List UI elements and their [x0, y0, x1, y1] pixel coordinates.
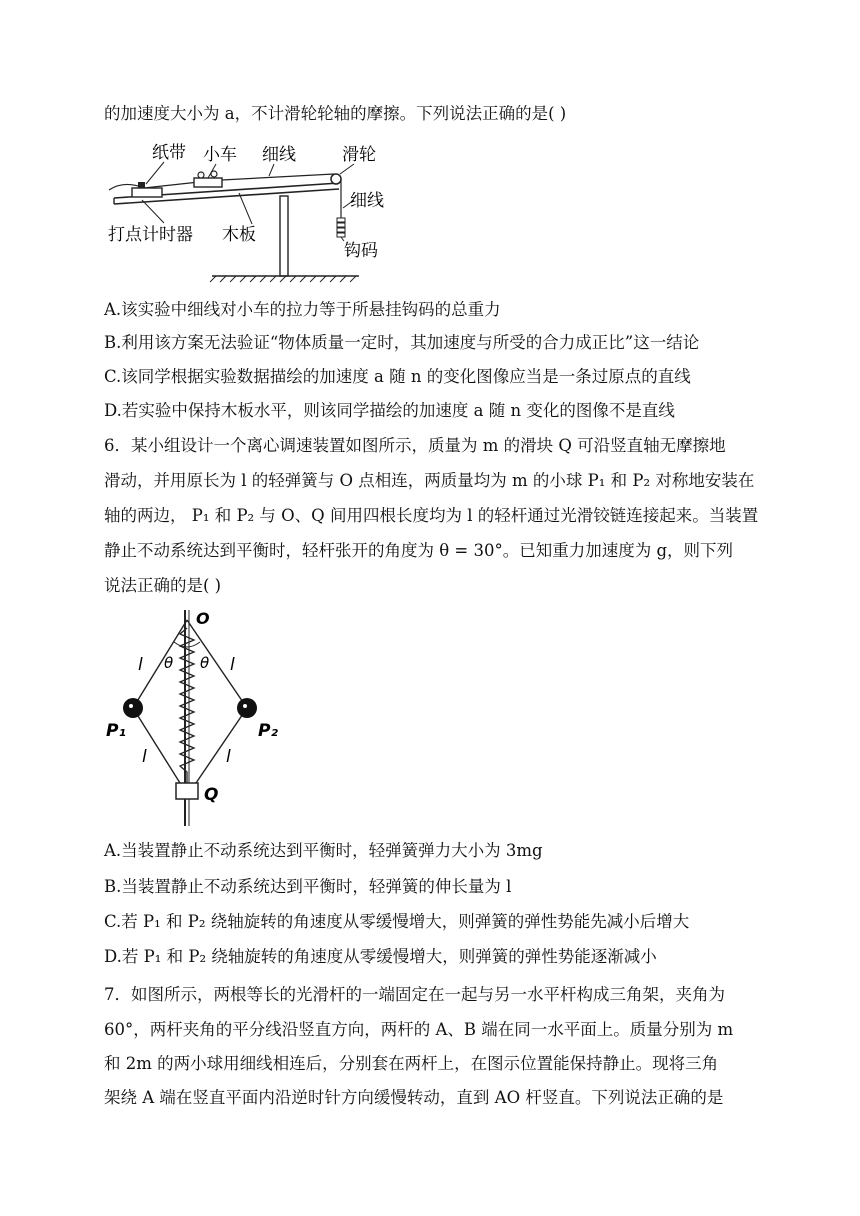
spring	[180, 628, 194, 783]
q5-option-b: B.利用该方案无法验证“物体质量一定时，其加速度与所受的合力成正比”这一结论	[104, 333, 700, 352]
apparatus-figure	[104, 138, 404, 283]
label-l-lower-right: l	[226, 747, 231, 767]
pulley	[331, 174, 341, 184]
stand	[280, 196, 288, 276]
q5-option-a: A.该实验中细线对小车的拉力等于所悬挂钩码的总重力	[104, 300, 501, 319]
label-o: O	[196, 609, 210, 628]
slider-q	[176, 783, 198, 799]
label-theta-right: θ	[200, 654, 210, 672]
q6-line-1: 6．某小组设计一个离心调速装置如图所示，质量为 m 的滑块 Q 可沿竖直轴无摩擦地	[104, 436, 726, 455]
label-l-upper-left: l	[138, 655, 143, 675]
label-paper-tape: 纸带	[152, 143, 186, 163]
label-theta-left: θ	[164, 654, 174, 672]
q5-option-d: D.若实验中保持木板水平，则该同学描绘的加速度 a 随 n 变化的图像不是直线	[104, 401, 675, 420]
q7-line-2: 60°，两杆夹角的平分线沿竖直方向，两杆的 A、B 端在同一水平面上。质量分别为 m	[104, 1020, 734, 1039]
label-thread-side: 细线	[350, 191, 384, 211]
label-q: Q	[204, 785, 219, 805]
q6-line-3: 轴的两边， P₁ 和 P₂ 与 O、Q 间用四根长度均为 l 的轻杆通过光滑铰链连接起来。当装置	[104, 506, 759, 525]
label-hook-weights: 钩码	[344, 241, 378, 261]
rod-lower-left	[133, 708, 180, 783]
q7-line-1: 7．如图所示，两根等长的光滑杆的一端固定在一起与另一水平杆构成三角架，夹角为	[104, 985, 725, 1004]
q6-line-4: 静止不动系统达到平衡时，轻杆张开的角度为 θ = 30°。已知重力加速度为 g，则下列	[104, 541, 734, 560]
label-p1: P₁	[106, 721, 126, 741]
rod-lower-right	[196, 708, 247, 783]
q5-intro: 的加速度大小为 a，不计滑轮轮轴的摩擦。下列说法正确的是( )	[104, 104, 567, 123]
governor-figure	[100, 606, 290, 831]
q6-option-b: B.当装置静止不动系统达到平衡时，轻弹簧的伸长量为 l	[104, 877, 512, 896]
ball-p2	[237, 698, 257, 718]
label-l-upper-right: l	[230, 655, 235, 675]
q6-line-2: 滑动，并用原长为 l 的轻弹簧与 O 点相连，两质量均为 m 的小球 P₁ 和 P₂ 对称地安装在	[104, 471, 755, 490]
q6-line-5: 说法正确的是( )	[104, 576, 222, 595]
q6-option-d: D.若 P₁ 和 P₂ 绕轴旋转的角速度从零缓慢增大，则弹簧的弹性势能逐渐减小	[104, 947, 657, 966]
q6-option-c: C.若 P₁ 和 P₂ 绕轴旋转的角速度从零缓慢增大，则弹簧的弹性势能先减小后增大	[104, 912, 690, 931]
ball-p1	[123, 698, 143, 718]
label-board: 木板	[222, 225, 256, 245]
label-p2: P₂	[258, 721, 278, 741]
q7-line-3: 和 2m 的两小球用细线相连后，分别套在两杆上，在图示位置能保持静止。现将三角	[104, 1054, 719, 1073]
q7-line-4: 架绕 A 端在竖直平面内沿逆时针方向缓慢转动，直到 AO 杆竖直。下列说法正确的是	[104, 1088, 724, 1107]
q5-option-c: C.该同学根据实验数据描绘的加速度 a 随 n 的变化图像应当是一条过原点的直线	[104, 367, 691, 386]
rod-upper-right	[187, 620, 247, 708]
cart	[194, 178, 222, 187]
q6-option-a: A.当装置静止不动系统达到平衡时，轻弹簧弹力大小为 3mg	[104, 841, 543, 860]
label-cart: 小车	[203, 145, 237, 165]
label-pulley: 滑轮	[342, 145, 376, 165]
label-l-lower-left: l	[142, 747, 147, 767]
timer-device	[132, 188, 162, 197]
label-thread-top: 细线	[262, 145, 296, 165]
label-timer: 打点计时器	[108, 225, 193, 245]
thread	[222, 174, 334, 180]
